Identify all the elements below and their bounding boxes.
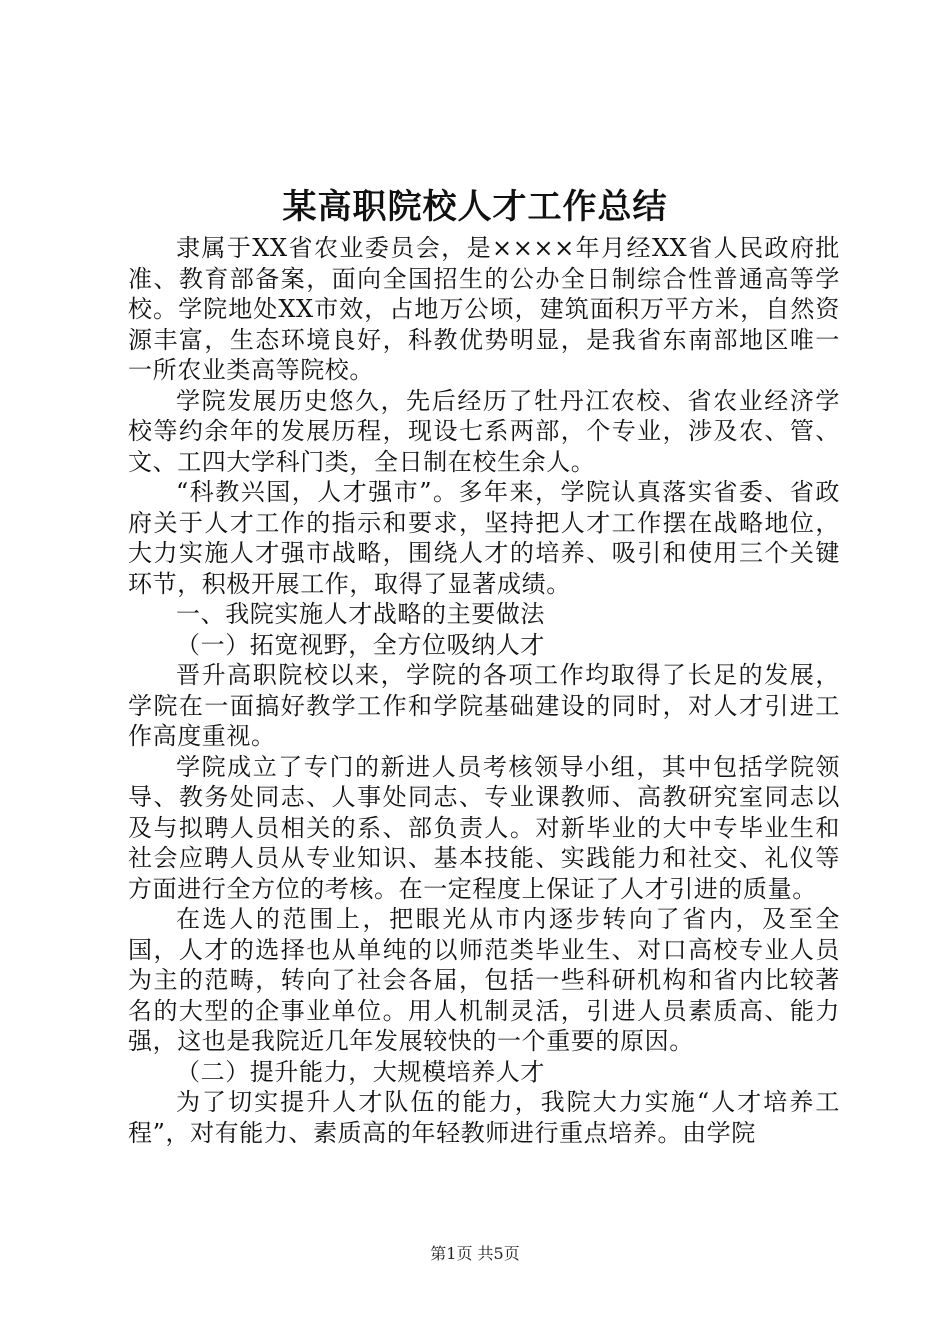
paragraph: 晋升高职院校以来，学院的各项工作均取得了长足的发展，学院在一面搞好教学工作和学院基础建设的同时，对人才引进工作高度重视。 (128, 661, 840, 750)
document-title: 某高职院校人才工作总结 (282, 187, 668, 227)
paragraph: 学院成立了专门的新进人员考核领导小组，其中包括学院领导、教务处同志、人事处同志、专业课教师、高教研究室同志以及与拟聘人员相关的系、部负责人。对新毕业的大中专毕业生和社会应聘人员从专业知识、基本技能、实践能力和社交、礼仪等方面进行全方位的考核。在一定程度上保证了人才引进的质量。 (128, 752, 840, 903)
subsection-heading: （二）提升能力，大规模培养人才 (176, 1057, 545, 1086)
paragraph: 为了切实提升人才队伍的能力，我院大力实施“人才培养工程”，对有能力、素质高的年轻教师进行重点培养。由学院 (128, 1088, 840, 1147)
subsection-heading: （一）拓宽视野，全方位吸纳人才 (176, 630, 545, 659)
document-body (128, 233, 840, 1148)
paragraph: 学院发展历史悠久，先后经历了牡丹江农校、省农业经济学校等约余年的发展历程，现设七系两部，个专业，涉及农、管、文、工四大学科门类，全日制在校生余人。 (128, 386, 840, 476)
paragraph: 在选人的范围上，把眼光从市内逐步转向了省内，及至全国，人才的选择也从单纯的以师范类毕业生、对口高校专业人员为主的范畴，转向了社会各届，包括一些科研机构和省内比较著名的大型的企事业单位。用人机制灵活，引进人员素质高、能力强，这也是我院近几年发展较快的一个重要的原因。 (128, 905, 840, 1055)
page-footer: 第1页 共5页 (430, 1244, 520, 1263)
paragraph: 隶属于XX省农业委员会，是××××年月经XX省人民政府批准、教育部备案，面向全国招生的公办全日制综合性普通高等学校。学院地处XX市效，占地万公顷，建筑面积万平方米，自然资源丰富，生态环境良好，科教优势明显，是我省东南部地区唯一一所农业类高等院校。 (128, 234, 840, 384)
paragraph: “科教兴国，人才强市”。多年来，学院认真落实省委、省政府关于人才工作的指示和要求，坚持把人才工作摆在战略地位，大力实施人才强市战略，围绕人才的培养、吸引和使用三个关键环节，积极开展工作，取得了显著成绩。 (128, 478, 840, 598)
section-heading: 一、我院实施人才战略的主要做法 (176, 600, 545, 628)
